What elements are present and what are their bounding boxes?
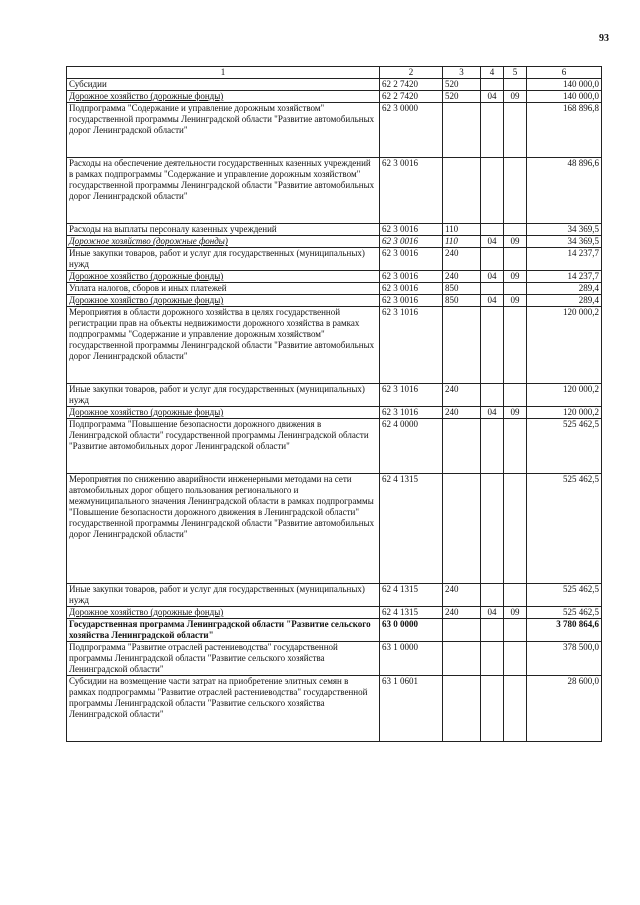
row-amount-cell: 289,4 (527, 283, 602, 295)
row-code-cell: 62 3 0016 (380, 236, 443, 248)
row-name-cell: Дорожное хозяйство (дорожные фонды) (67, 607, 380, 619)
row-code-cell: 62 4 0000 (380, 419, 443, 474)
row-name-cell: Расходы на выплаты персоналу казенных учреждений (67, 224, 380, 236)
row-name-cell: Подпрограмма "Повышение безопасности дорожного движения в Ленинградской области" государственной программы Ленинградской области "Развитие автомобильных дорог Ленинградской области" (67, 419, 380, 474)
row-expense-type-cell (443, 642, 481, 676)
row-code-cell: 62 3 1016 (380, 384, 443, 407)
row-section-cell (481, 474, 504, 584)
row-subsection-cell (504, 384, 527, 407)
row-amount-cell: 14 237,7 (527, 248, 602, 271)
table-row (67, 103, 602, 158)
row-code-cell: 62 3 1016 (380, 407, 443, 419)
row-section-cell: 04 (481, 91, 504, 103)
row-section-cell (481, 224, 504, 236)
row-amount-cell: 3 780 864,6 (527, 619, 602, 642)
table-row (67, 584, 602, 607)
row-code-cell: 62 3 0016 (380, 283, 443, 295)
row-expense-type-cell: 110 (443, 236, 481, 248)
row-section-cell (481, 307, 504, 384)
row-code-cell: 63 0 0000 (380, 619, 443, 642)
row-section-cell (481, 384, 504, 407)
row-section-cell (481, 158, 504, 224)
row-name-cell: Иные закупки товаров, работ и услуг для государственных (муниципальных) нужд (67, 384, 380, 407)
row-section-cell (481, 103, 504, 158)
table-row (67, 248, 602, 271)
row-name-cell: Дорожное хозяйство (дорожные фонды) (67, 271, 380, 283)
row-code-cell: 62 3 1016 (380, 307, 443, 384)
row-subsection-cell (504, 248, 527, 271)
row-amount-cell: 120 000,2 (527, 407, 602, 419)
row-section-cell (481, 283, 504, 295)
header-cell: 1 (67, 67, 380, 79)
row-subsection-cell (504, 103, 527, 158)
row-amount-cell: 28 600,0 (527, 676, 602, 742)
row-code-cell: 63 1 0000 (380, 642, 443, 676)
row-expense-type-cell: 240 (443, 607, 481, 619)
row-subsection-cell: 09 (504, 91, 527, 103)
row-subsection-cell (504, 676, 527, 742)
table-row (67, 283, 602, 295)
row-subsection-cell (504, 584, 527, 607)
row-name-cell: Субсидии на возмещение части затрат на приобретение элитных семян в рамках подпрограммы "Развитие отраслей растениеводства" государственной программы Ленинградской области "Развитие сельского хозяйства Ленинградской области" (67, 676, 380, 742)
row-code-cell: 63 1 0601 (380, 676, 443, 742)
row-subsection-cell: 09 (504, 271, 527, 283)
row-name-cell: Подпрограмма "Развитие отраслей растениеводства" государственной программы Ленинградской области "Развитие сельского хозяйства Ленинградской области" (67, 642, 380, 676)
row-code-cell: 62 4 1315 (380, 607, 443, 619)
row-amount-cell: 525 462,5 (527, 607, 602, 619)
row-section-cell (481, 419, 504, 474)
row-section-cell (481, 642, 504, 676)
header-cell: 2 (380, 67, 443, 79)
row-section-cell: 04 (481, 607, 504, 619)
row-amount-cell: 525 462,5 (527, 474, 602, 584)
row-code-cell: 62 3 0000 (380, 103, 443, 158)
table-row (67, 91, 602, 103)
row-name-cell: Дорожное хозяйство (дорожные фонды) (67, 236, 380, 248)
row-subsection-cell (504, 474, 527, 584)
row-section-cell (481, 248, 504, 271)
table-row (67, 407, 602, 419)
row-code-cell: 62 3 0016 (380, 295, 443, 307)
table-row (67, 224, 602, 236)
table-row (67, 158, 602, 224)
row-subsection-cell: 09 (504, 607, 527, 619)
row-amount-cell: 289,4 (527, 295, 602, 307)
row-amount-cell: 48 896,6 (527, 158, 602, 224)
row-code-cell: 62 3 0016 (380, 248, 443, 271)
row-amount-cell: 34 369,5 (527, 236, 602, 248)
row-amount-cell: 140 000,0 (527, 79, 602, 91)
row-section-cell (481, 676, 504, 742)
row-section-cell: 04 (481, 407, 504, 419)
row-subsection-cell (504, 224, 527, 236)
header-cell: 3 (443, 67, 481, 79)
table-row (67, 307, 602, 384)
row-subsection-cell: 09 (504, 295, 527, 307)
header-cell: 5 (504, 67, 527, 79)
row-section-cell (481, 619, 504, 642)
row-name-cell: Субсидии (67, 79, 380, 91)
row-name-cell: Мероприятия в области дорожного хозяйства в целях государственной регистрации прав на объекты недвижимости дорожного хозяйства в рамках подпрограммы "Содержание и управление дорожным хозяйством" государственной программы Ленинградской области "Развитие автомобильных дорог Ленинградской области" (67, 307, 380, 384)
row-expense-type-cell: 240 (443, 248, 481, 271)
table-header-row (67, 67, 602, 79)
row-name-cell: Мероприятия по снижению аварийности инженерными методами на сети автомобильных дорог общего пользования регионального и межмуниципального значения Ленинградской области в рамках подпрограммы "Повышение безопасности дорожного движения в Ленинградской области" государственной программы Ленинградской области "Развитие автомобильных дорог Ленинградской области" (67, 474, 380, 584)
row-code-cell: 62 3 0016 (380, 271, 443, 283)
row-section-cell (481, 79, 504, 91)
row-subsection-cell (504, 419, 527, 474)
row-code-cell: 62 4 1315 (380, 584, 443, 607)
row-code-cell: 62 3 0016 (380, 158, 443, 224)
row-name-cell: Дорожное хозяйство (дорожные фонды) (67, 91, 380, 103)
table-row (67, 419, 602, 474)
row-amount-cell: 34 369,5 (527, 224, 602, 236)
row-amount-cell: 378 500,0 (527, 642, 602, 676)
table-row (67, 619, 602, 642)
row-amount-cell: 525 462,5 (527, 584, 602, 607)
row-expense-type-cell (443, 158, 481, 224)
row-subsection-cell (504, 283, 527, 295)
row-section-cell (481, 584, 504, 607)
row-amount-cell: 14 237,7 (527, 271, 602, 283)
table-row (67, 642, 602, 676)
table-row (67, 474, 602, 584)
row-amount-cell: 120 000,2 (527, 307, 602, 384)
row-amount-cell: 525 462,5 (527, 419, 602, 474)
row-subsection-cell: 09 (504, 407, 527, 419)
row-subsection-cell (504, 619, 527, 642)
header-cell: 6 (527, 67, 602, 79)
row-name-cell: Иные закупки товаров, работ и услуг для государственных (муниципальных) нужд (67, 248, 380, 271)
row-name-cell: Дорожное хозяйство (дорожные фонды) (67, 295, 380, 307)
row-name-cell: Подпрограмма "Содержание и управление дорожным хозяйством" государственной программы Ленинградской области "Развитие автомобильных дорог Ленинградской области" (67, 103, 380, 158)
table-row (67, 607, 602, 619)
row-expense-type-cell: 850 (443, 283, 481, 295)
table-row (67, 271, 602, 283)
row-amount-cell: 120 000,2 (527, 384, 602, 407)
table-row (67, 79, 602, 91)
table-row (67, 236, 602, 248)
row-code-cell: 62 2 7420 (380, 79, 443, 91)
table-row (67, 384, 602, 407)
row-code-cell: 62 2 7420 (380, 91, 443, 103)
row-expense-type-cell: 520 (443, 79, 481, 91)
row-section-cell: 04 (481, 271, 504, 283)
row-amount-cell: 168 896,8 (527, 103, 602, 158)
row-expense-type-cell (443, 676, 481, 742)
row-subsection-cell (504, 79, 527, 91)
row-expense-type-cell: 110 (443, 224, 481, 236)
row-name-cell: Государственная программа Ленинградской области "Развитие сельского хозяйства Ленинградской области" (67, 619, 380, 642)
row-name-cell: Иные закупки товаров, работ и услуг для государственных (муниципальных) нужд (67, 584, 380, 607)
row-expense-type-cell: 240 (443, 584, 481, 607)
page-number: 93 (599, 33, 609, 44)
row-expense-type-cell (443, 419, 481, 474)
row-expense-type-cell: 240 (443, 407, 481, 419)
row-subsection-cell: 09 (504, 236, 527, 248)
row-subsection-cell (504, 642, 527, 676)
row-expense-type-cell: 240 (443, 384, 481, 407)
row-expense-type-cell: 240 (443, 271, 481, 283)
row-section-cell: 04 (481, 295, 504, 307)
table-row (67, 295, 602, 307)
row-expense-type-cell (443, 474, 481, 584)
row-expense-type-cell (443, 307, 481, 384)
budget-table (66, 66, 602, 742)
row-expense-type-cell: 520 (443, 91, 481, 103)
header-cell: 4 (481, 67, 504, 79)
row-code-cell: 62 4 1315 (380, 474, 443, 584)
table-row (67, 676, 602, 742)
row-subsection-cell (504, 158, 527, 224)
row-expense-type-cell: 850 (443, 295, 481, 307)
row-section-cell: 04 (481, 236, 504, 248)
row-name-cell: Уплата налогов, сборов и иных платежей (67, 283, 380, 295)
row-subsection-cell (504, 307, 527, 384)
row-name-cell: Расходы на обеспечение деятельности государственных казенных учреждений в рамках подпрограммы "Содержание и управление дорожным хозяйством" государственной программы Ленинградской области "Развитие автомобильных дорог Ленинградской области" (67, 158, 380, 224)
row-name-cell: Дорожное хозяйство (дорожные фонды) (67, 407, 380, 419)
row-expense-type-cell (443, 103, 481, 158)
row-code-cell: 62 3 0016 (380, 224, 443, 236)
row-amount-cell: 140 000,0 (527, 91, 602, 103)
row-expense-type-cell (443, 619, 481, 642)
